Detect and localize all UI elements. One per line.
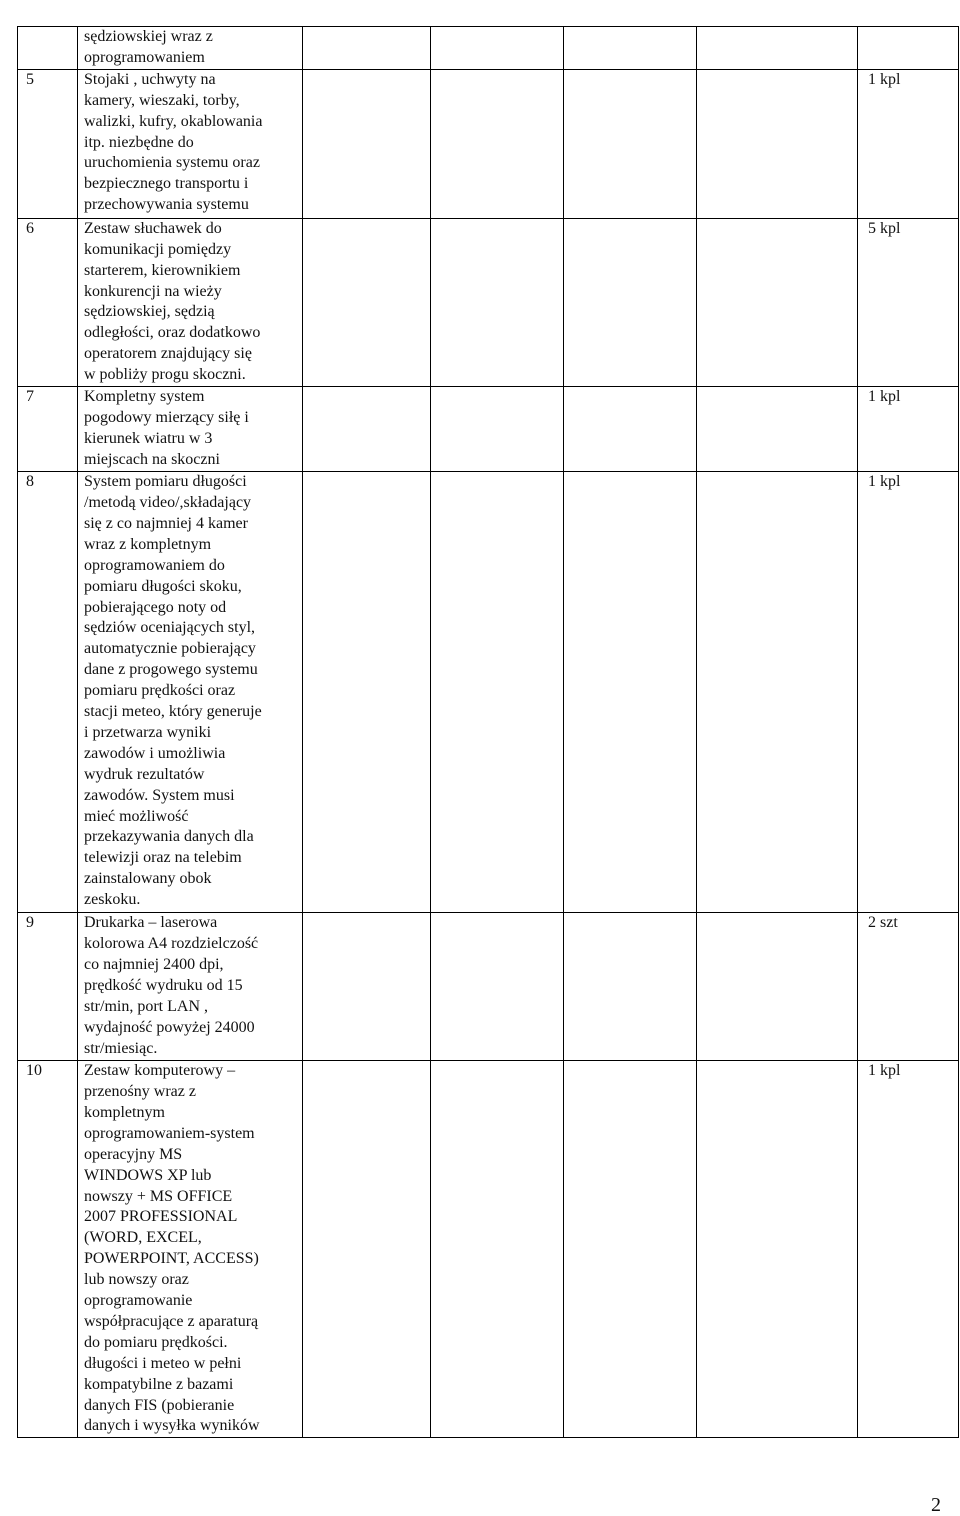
item-number: 8 bbox=[18, 472, 78, 913]
table-row bbox=[18, 472, 959, 913]
item-description: Zestaw słuchawek do komunikacji pomiędzy starterem, kierownikiem konkurencji na wieży sędziowskiej, sędzią odległości, oraz dodatkowo operatorem znajdujący się w pobliży progu skoczni. bbox=[78, 218, 303, 386]
empty-cell bbox=[564, 913, 697, 1061]
table-row bbox=[18, 1061, 959, 1438]
empty-cell bbox=[431, 69, 564, 218]
page-number: 2 bbox=[931, 1494, 941, 1516]
item-quantity: 1 kpl bbox=[858, 69, 959, 218]
equipment-spec-table bbox=[17, 26, 959, 1438]
empty-cell bbox=[303, 387, 431, 472]
empty-cell bbox=[697, 218, 858, 386]
empty-cell bbox=[564, 1061, 697, 1438]
empty-cell bbox=[697, 913, 858, 1061]
item-number: 10 bbox=[18, 1061, 78, 1438]
item-quantity: 1 kpl bbox=[858, 472, 959, 913]
table-row bbox=[18, 27, 959, 70]
item-number: 9 bbox=[18, 913, 78, 1061]
item-description: Drukarka – laserowa kolorowa A4 rozdzielczość co najmniej 2400 dpi, prędkość wydruku od 15 str/min, port LAN , wydajność powyżej 24000 str/miesiąc. bbox=[78, 913, 303, 1061]
empty-cell bbox=[303, 472, 431, 913]
item-quantity: 1 kpl bbox=[858, 1061, 959, 1438]
empty-cell bbox=[697, 1061, 858, 1438]
item-quantity bbox=[858, 27, 959, 70]
empty-cell bbox=[303, 1061, 431, 1438]
item-description: Zestaw komputerowy – przenośny wraz z kompletnym oprogramowaniem-system operacyjny MS WINDOWS XP lub nowszy + MS OFFICE 2007 PROFESSIONAL (WORD, EXCEL, POWERPOINT, ACCESS) lub nowszy oraz oprogramowanie współpracujące z aparaturą do pomiaru prędkości. długości i meteo w pełni kompatybilne z bazami danych FIS (pobieranie danych i wysyłka wyników bbox=[78, 1061, 303, 1438]
item-quantity: 1 kpl bbox=[858, 387, 959, 472]
table-row bbox=[18, 69, 959, 218]
empty-cell bbox=[303, 913, 431, 1061]
empty-cell bbox=[303, 218, 431, 386]
empty-cell bbox=[431, 472, 564, 913]
empty-cell bbox=[697, 27, 858, 70]
item-number: 6 bbox=[18, 218, 78, 386]
empty-cell bbox=[431, 387, 564, 472]
table-row bbox=[18, 913, 959, 1061]
empty-cell bbox=[303, 27, 431, 70]
empty-cell bbox=[564, 387, 697, 472]
empty-cell bbox=[431, 27, 564, 70]
empty-cell bbox=[697, 69, 858, 218]
item-number bbox=[18, 27, 78, 70]
empty-cell bbox=[431, 218, 564, 386]
empty-cell bbox=[564, 69, 697, 218]
table-row bbox=[18, 387, 959, 472]
item-number: 7 bbox=[18, 387, 78, 472]
empty-cell bbox=[431, 1061, 564, 1438]
empty-cell bbox=[697, 472, 858, 913]
item-description: System pomiaru długości /metodą video/,składający się z co najmniej 4 kamer wraz z kompletnym oprogramowaniem do pomiaru długości skoku, pobierającego noty od sędziów oceniających styl, automatycznie pobierający dane z progowego systemu pomiaru prędkości oraz stacji meteo, który generuje i przetwarza wyniki zawodów i umożliwia wydruk rezultatów zawodów. System musi mieć możliwość przekazywania danych dla telewizji oraz na telebim zainstalowany obok zeskoku. bbox=[78, 472, 303, 913]
item-number: 5 bbox=[18, 69, 78, 218]
empty-cell bbox=[303, 69, 431, 218]
item-description: Kompletny system pogodowy mierzący siłę i kierunek wiatru w 3 miejscach na skoczni bbox=[78, 387, 303, 472]
table-row bbox=[18, 218, 959, 386]
item-description: sędziowskiej wraz z oprogramowaniem bbox=[78, 27, 303, 70]
item-description: Stojaki , uchwyty na kamery, wieszaki, torby, walizki, kufry, okablowania itp. niezbędne do uruchomienia systemu oraz bezpiecznego transportu i przechowywania systemu bbox=[78, 69, 303, 218]
item-quantity: 5 kpl bbox=[858, 218, 959, 386]
empty-cell bbox=[431, 913, 564, 1061]
empty-cell bbox=[697, 387, 858, 472]
item-quantity: 2 szt bbox=[858, 913, 959, 1061]
empty-cell bbox=[564, 472, 697, 913]
empty-cell bbox=[564, 218, 697, 386]
empty-cell bbox=[564, 27, 697, 70]
